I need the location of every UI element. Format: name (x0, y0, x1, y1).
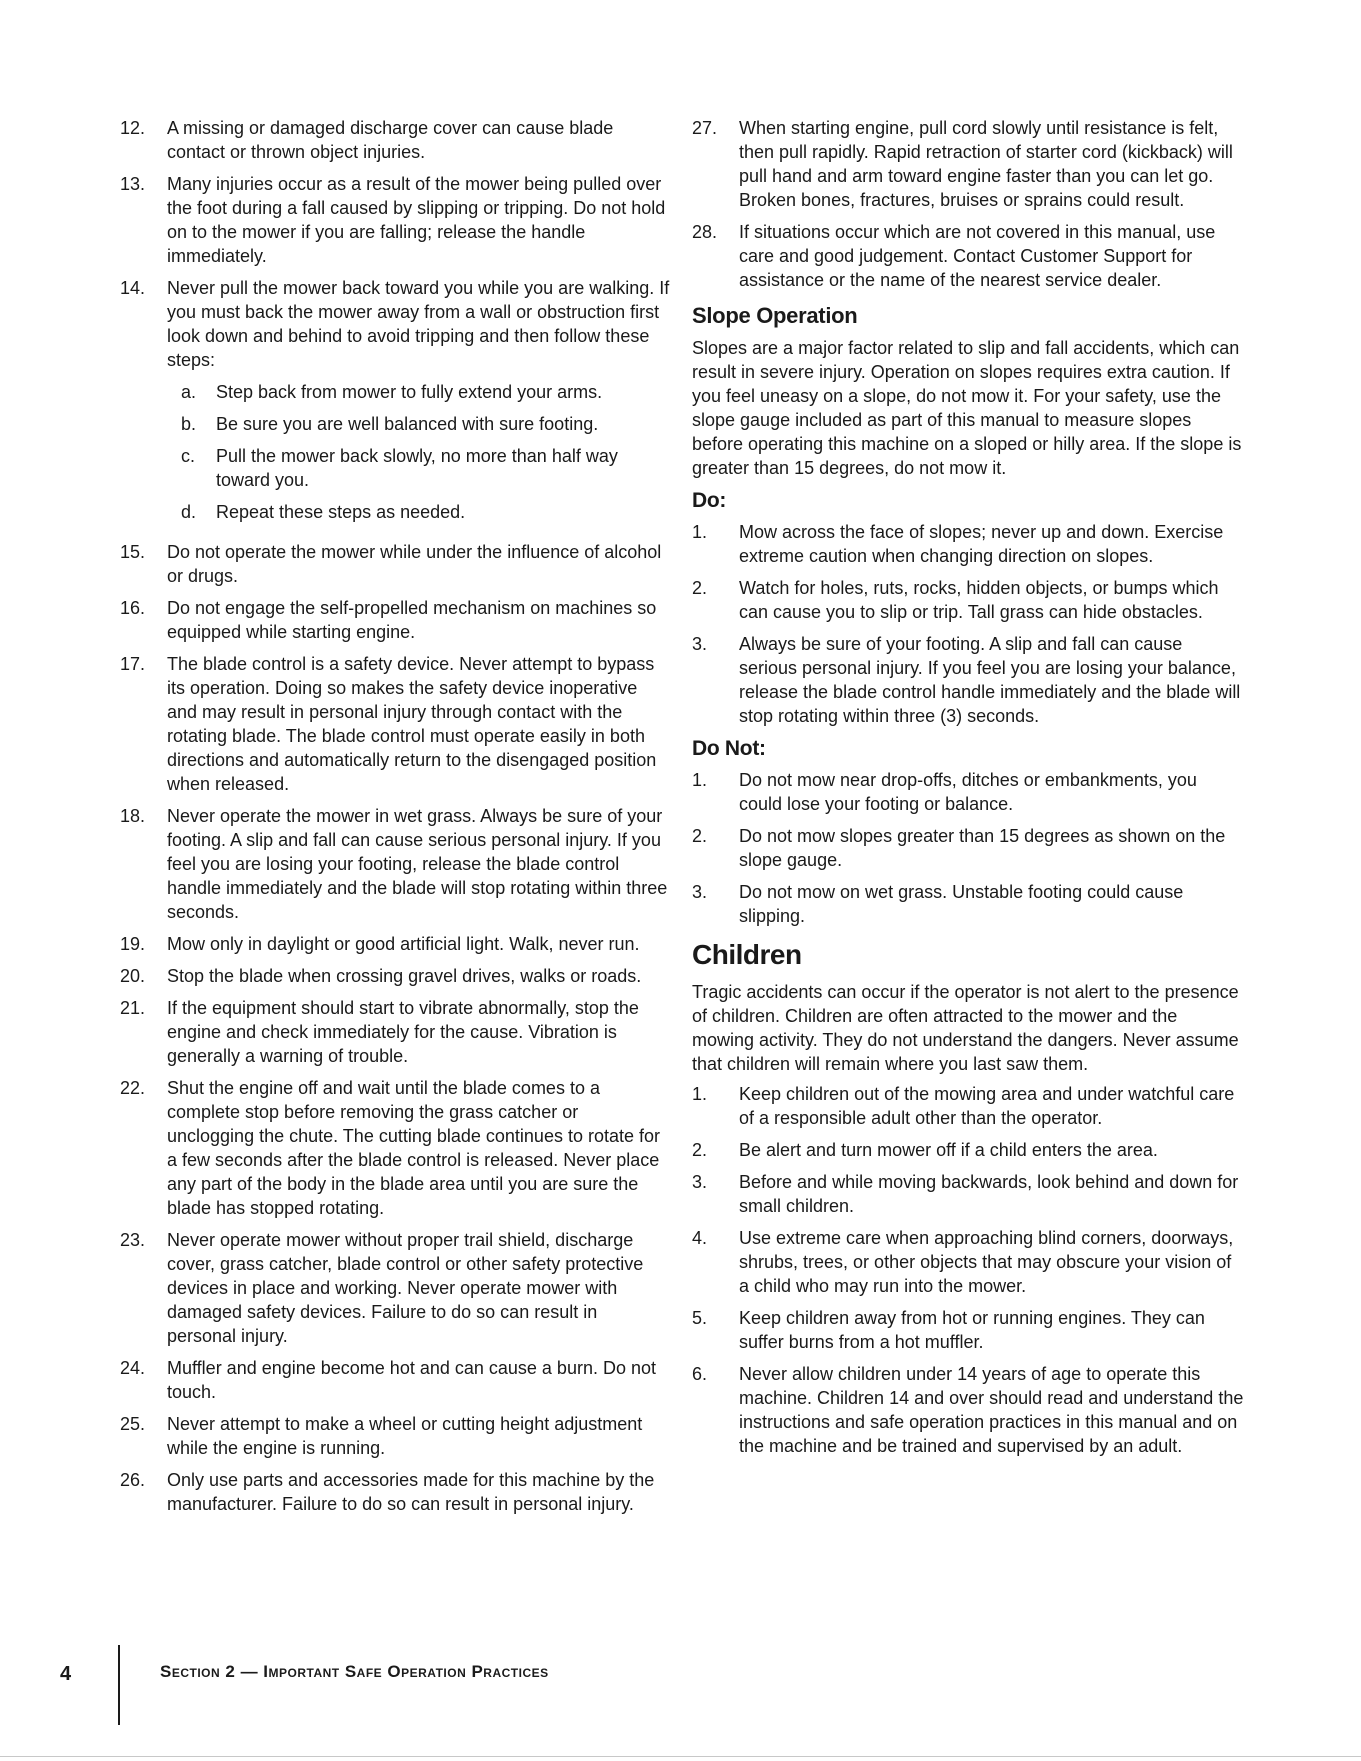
sub-item-letter: c. (181, 446, 196, 466)
item-text: Never operate the mower in wet grass. Always be sure of your footing. A slip and fall can cause serious personal injury. If you feel you are losing your footing, release the blade control handle immediately and the blade will stop rotating within three seconds. (167, 806, 668, 922)
list-item (692, 632, 1244, 728)
list-item (692, 1306, 1244, 1354)
list-item (120, 1356, 670, 1404)
do-list (692, 520, 1244, 728)
item-text: Do not mow near drop-offs, ditches or embankments, you could lose your footing or balance. (739, 770, 1197, 814)
item-text: Keep children away from hot or running engines. They can suffer burns from a hot muffler. (739, 1308, 1205, 1352)
item-text: Never pull the mower back toward you while you are walking. If you must back the mower away from a wall or obstruction first look down and behind to avoid tripping and then follow these steps: (167, 278, 670, 370)
item-text: If the equipment should start to vibrate abnormally, stop the engine and check immediately for the cause. Vibration is generally a warning of trouble. (167, 998, 639, 1066)
item-number: 19. (120, 934, 146, 954)
list-item (692, 824, 1244, 872)
list-item (692, 576, 1244, 624)
item-text: Mow only in daylight or good artificial light. Walk, never run. (167, 934, 640, 954)
item-body (739, 520, 1244, 568)
list-item (120, 540, 670, 588)
list-item (692, 1082, 1244, 1130)
left-column (120, 116, 670, 1524)
item-number: 15. (120, 542, 146, 562)
item-body (739, 880, 1244, 928)
item-text: Stop the blade when crossing gravel drives, walks or roads. (167, 966, 642, 986)
list-item (692, 1138, 1244, 1162)
list-item (120, 996, 670, 1068)
item-number: 3. (692, 634, 708, 654)
do-not-heading: Do Not: (692, 737, 766, 760)
item-number: 28. (692, 222, 718, 242)
item-text: Never allow children under 14 years of age to operate this machine. Children 14 and over should read and understand the instructions and safe operation practices in this manual and on the machine and be trained and supervised by an adult. (739, 1364, 1244, 1456)
sub-list-item (167, 500, 670, 524)
item-body (167, 964, 670, 988)
list-item (120, 1076, 670, 1220)
list-item (692, 1170, 1244, 1218)
item-number: 16. (120, 598, 146, 618)
page-bottom-edge (0, 1756, 1361, 1757)
children-intro: Tragic accidents can occur if the operator is not alert to the presence of children. Children are often attracted to the mower and the mowing activity. They do not understand the dangers. Never assume that children will remain where you last saw them. (692, 982, 1239, 1074)
item-body (167, 116, 670, 164)
children-list (692, 1082, 1244, 1458)
item-body (739, 1170, 1244, 1218)
safety-rules-continued (692, 116, 1244, 292)
item-body (167, 1076, 670, 1220)
item-text: Never operate mower without proper trail shield, discharge cover, grass catcher, blade control or other safety protective devices in place and working. Never operate mower with damaged safety devices. Failure to do so can result in personal injury. (167, 1230, 644, 1346)
item-body (739, 116, 1244, 212)
footer-divider (118, 1645, 120, 1725)
sub-item-text: Be sure you are well balanced with sure footing. (216, 414, 599, 434)
item-body (167, 540, 670, 588)
item-number: 1. (692, 522, 708, 542)
item-text: When starting engine, pull cord slowly until resistance is felt, then pull rapidly. Rapid retraction of starter cord (kickback) will pull hand and arm toward engine faster than you can let go. Broken bones, fractures, bruises or sprains could result. (739, 118, 1233, 210)
item-body (739, 1306, 1244, 1354)
item-body (167, 1468, 670, 1516)
list-item (120, 1468, 670, 1516)
item-number: 2. (692, 826, 708, 846)
item-number: 17. (120, 654, 146, 674)
page-footer (60, 1657, 116, 1691)
item-text: Do not mow slopes greater than 15 degrees as shown on the slope gauge. (739, 826, 1226, 870)
item-number: 24. (120, 1358, 146, 1378)
item-text: Mow across the face of slopes; never up and down. Exercise extreme caution when changing direction on slopes. (739, 522, 1224, 566)
item-body (167, 172, 670, 268)
item-body (739, 576, 1244, 624)
list-item (692, 116, 1244, 212)
list-item (692, 1226, 1244, 1298)
item-body (167, 1356, 670, 1404)
item-text: Always be sure of your footing. A slip and fall can cause serious personal injury. If you feel you are losing your balance, release the blade control handle immediately and the blade will stop rotating within three (3) seconds. (739, 634, 1241, 726)
item-number: 1. (692, 770, 708, 790)
item-body (739, 768, 1244, 816)
item-text: A missing or damaged discharge cover can cause blade contact or thrown object injuries. (167, 118, 614, 162)
item-text: Only use parts and accessories made for this machine by the manufacturer. Failure to do so can result in personal injury. (167, 1470, 655, 1514)
sub-item-letter: d. (181, 502, 197, 522)
list-item (120, 116, 670, 164)
list-item (120, 1412, 670, 1460)
item-number: 26. (120, 1470, 146, 1490)
item-text: Shut the engine off and wait until the blade comes to a complete stop before removing the grass catcher or unclogging the chute. The cutting blade continues to rotate for a few seconds after the blade control is released. Never place any part of the body in the blade area until you are sure the blade has stopped rotating. (167, 1078, 661, 1218)
list-item (120, 172, 670, 268)
item-number: 2. (692, 578, 708, 598)
item-number: 25. (120, 1414, 146, 1434)
slope-operation-heading: Slope Operation (692, 303, 858, 328)
sub-list-item (167, 412, 670, 436)
list-item (120, 276, 670, 532)
do-not-list (692, 768, 1244, 928)
list-item (692, 768, 1244, 816)
item-number: 4. (692, 1228, 708, 1248)
sub-item-letter: b. (181, 414, 197, 434)
item-text: Never attempt to make a wheel or cutting height adjustment while the engine is running. (167, 1414, 643, 1458)
item-number: 3. (692, 1172, 708, 1192)
list-item (692, 220, 1244, 292)
item-number: 18. (120, 806, 146, 826)
item-body (739, 824, 1244, 872)
sub-item-text: Repeat these steps as needed. (216, 502, 466, 522)
item-body (167, 932, 670, 956)
item-text: Use extreme care when approaching blind corners, doorways, shrubs, trees, or other objects that may obscure your vision of a child who may run into the mower. (739, 1228, 1234, 1296)
sub-item-letter: a. (181, 382, 197, 402)
item-body (739, 1138, 1244, 1162)
item-text: Before and while moving backwards, look behind and down for small children. (739, 1172, 1239, 1216)
item-body (739, 1082, 1244, 1130)
item-number: 22. (120, 1078, 146, 1098)
item-number: 2. (692, 1140, 708, 1160)
item-body (739, 1362, 1244, 1458)
right-column (692, 116, 1244, 1466)
item-body (167, 996, 670, 1068)
item-text: Do not mow on wet grass. Unstable footing could cause slipping. (739, 882, 1184, 926)
item-body (167, 1228, 670, 1348)
list-item (120, 964, 670, 988)
item-text: Be alert and turn mower off if a child enters the area. (739, 1140, 1158, 1160)
item-number: 12. (120, 118, 146, 138)
list-item (692, 880, 1244, 928)
sub-item-text: Step back from mower to fully extend your arms. (216, 382, 603, 402)
item-body (167, 804, 670, 924)
slope-intro: Slopes are a major factor related to slip and fall accidents, which can result in severe injury. Operation on slopes requires extra caution. If you feel uneasy on a slope, do not mow it. For your safety, use the slope gauge included as part of this manual to measure slopes before operating this machine on a sloped or hilly area. If the slope is greater than 15 degrees, do not mow it. (692, 338, 1242, 478)
item-text: Many injuries occur as a result of the mower being pulled over the foot during a fall caused by slipping or tripping. Do not hold on to the mower if you are falling; release the handle immediately. (167, 174, 666, 266)
list-item (692, 1362, 1244, 1458)
do-heading: Do: (692, 489, 727, 512)
item-number: 21. (120, 998, 146, 1018)
list-item (692, 520, 1244, 568)
item-number: 13. (120, 174, 146, 194)
item-number: 27. (692, 118, 718, 138)
sub-list (167, 380, 670, 524)
item-number: 5. (692, 1308, 708, 1328)
item-number: 1. (692, 1084, 708, 1104)
sub-list-item (167, 380, 670, 404)
list-item (120, 932, 670, 956)
list-item (120, 1228, 670, 1348)
list-item (120, 652, 670, 796)
page-number: 4 (60, 1662, 72, 1685)
item-text: Watch for holes, ruts, rocks, hidden objects, or bumps which can cause you to slip or trip. Tall grass can hide obstacles. (739, 578, 1219, 622)
item-number: 3. (692, 882, 708, 902)
item-number: 20. (120, 966, 146, 986)
item-text: Keep children out of the mowing area and under watchful care of a responsible adult other than the operator. (739, 1084, 1235, 1128)
footer-section-title: Section 2 — Important Safe Operation Practices (160, 1662, 549, 1681)
item-body (167, 276, 670, 532)
item-number: 6. (692, 1364, 708, 1384)
item-text: Do not engage the self-propelled mechanism on machines so equipped while starting engine. (167, 598, 657, 642)
sub-item-text: Pull the mower back slowly, no more than half way toward you. (216, 446, 618, 490)
list-item (120, 804, 670, 924)
item-body (739, 220, 1244, 292)
item-number: 14. (120, 278, 146, 298)
item-text: The blade control is a safety device. Never attempt to bypass its operation. Doing so makes the safety device inoperative and may result in personal injury through contact with the rotating blade. The blade control must operate easily in both directions and automatically return to the disengaged position when released. (167, 654, 657, 794)
children-heading: Children (692, 939, 802, 970)
item-body (167, 652, 670, 796)
item-body (739, 632, 1244, 728)
item-body (739, 1226, 1244, 1298)
item-body (167, 596, 670, 644)
item-number: 23. (120, 1230, 146, 1250)
item-text: Muffler and engine become hot and can cause a burn. Do not touch. (167, 1358, 656, 1402)
sub-list-item (167, 444, 670, 492)
list-item (120, 596, 670, 644)
item-body (167, 1412, 670, 1460)
item-text: Do not operate the mower while under the influence of alcohol or drugs. (167, 542, 662, 586)
item-text: If situations occur which are not covered in this manual, use care and good judgement. Contact Customer Support for assistance or the name of the nearest service dealer. (739, 222, 1216, 290)
